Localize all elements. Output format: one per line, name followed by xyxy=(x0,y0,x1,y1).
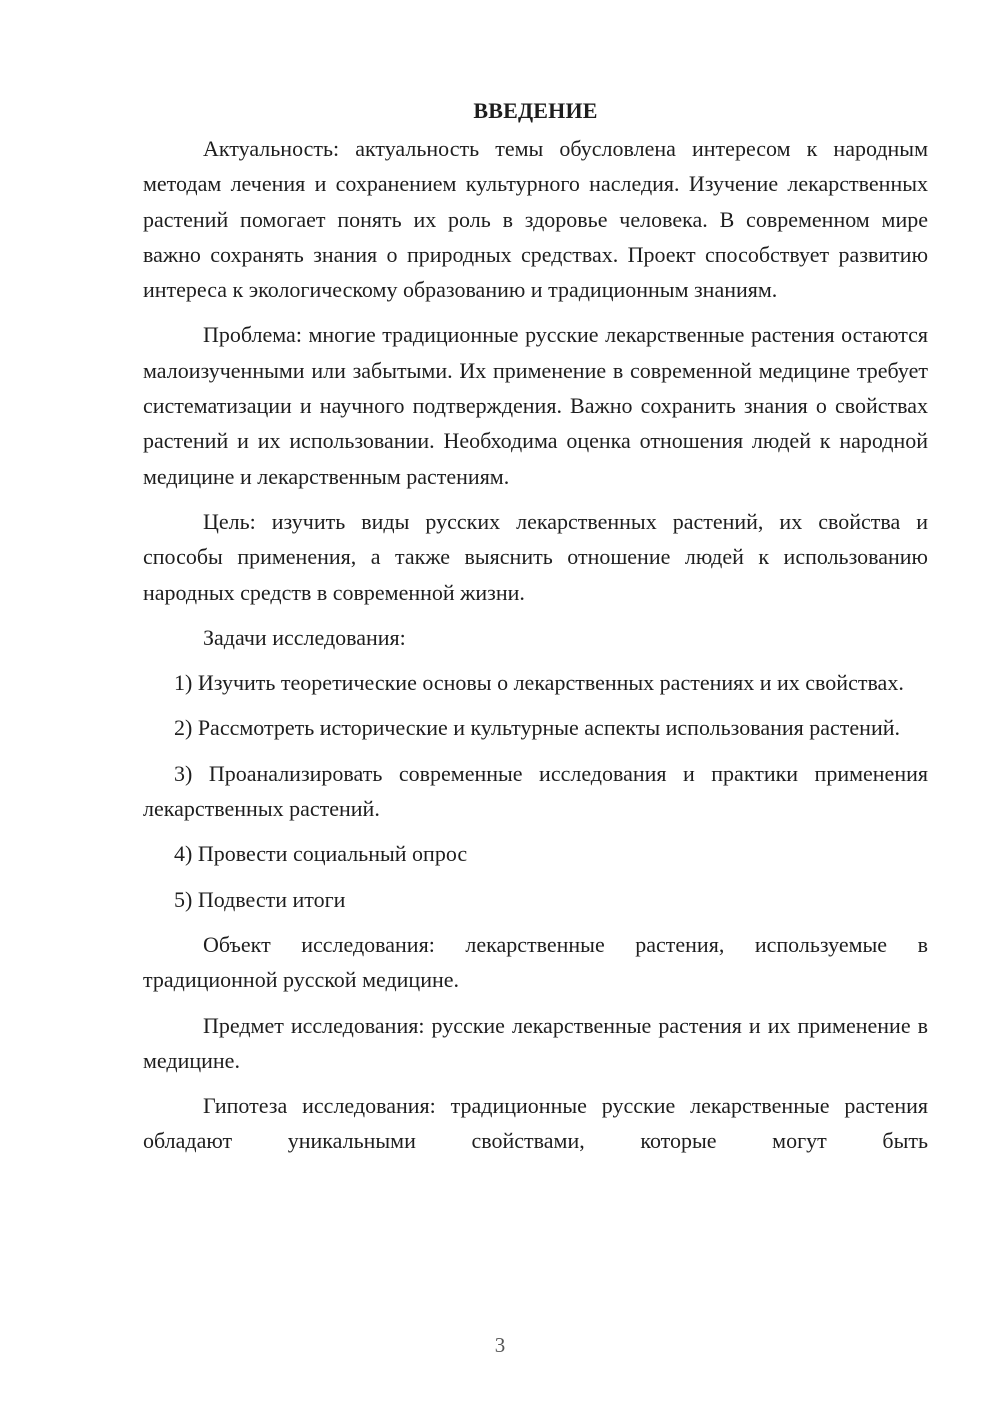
hypothesis-paragraph: Гипотеза исследования: традиционные русские лекарственные растения обладают уникальными свойствами, которые могут быть xyxy=(143,1093,928,1154)
task-item-4: 4) Провести социальный опрос xyxy=(174,841,468,867)
relevance-paragraph: Актуальность: актуальность темы обусловлена интересом к народным методам лечения и сохранением культурного наследия. Изучение лекарственных растений помогает понять их роль в здоровье человека. В современном мире важно сохранять знания о природных средствах. Проект способствует развитию интереса к экологическому образованию и традиционным знаниям. xyxy=(143,136,928,303)
subject-paragraph: Предмет исследования: русские лекарственные растения и их применение в медицине. xyxy=(143,1012,928,1073)
page-number: 3 xyxy=(494,1333,506,1357)
task-item-3: 3) Проанализировать современные исследования и практики применения лекарственных растений. xyxy=(143,760,928,822)
section-heading: ВВЕДЕНИЕ xyxy=(473,98,598,123)
task-item-5: 5) Подвести итоги xyxy=(174,886,346,912)
task-item-1: 1) Изучить теоретические основы о лекарственных растениях и их свойствах. xyxy=(174,670,904,696)
tasks-title: Задачи исследования: xyxy=(203,624,406,650)
goal-paragraph: Цель: изучить виды русских лекарственных растений, их свойства и способы применения, а также выяснить отношение людей к использованию народных средств в современной жизни. xyxy=(143,508,928,605)
object-paragraph: Объект исследования: лекарственные растения, используемые в традиционной русской медицине. xyxy=(143,931,928,993)
document-page xyxy=(143,95,928,1169)
problem-paragraph: Проблема: многие традиционные русские лекарственные растения остаются малоизученными или забытыми. Их применение в современной медицине требует систематизации и научного подтверждения. Важно сохранить знания о свойствах растений и их использовании. Необходима оценка отношения людей к народной медицине и лекарственным растениям. xyxy=(143,322,928,489)
task-item-2: 2) Рассмотреть исторические и культурные аспекты использования растений. xyxy=(174,715,900,741)
